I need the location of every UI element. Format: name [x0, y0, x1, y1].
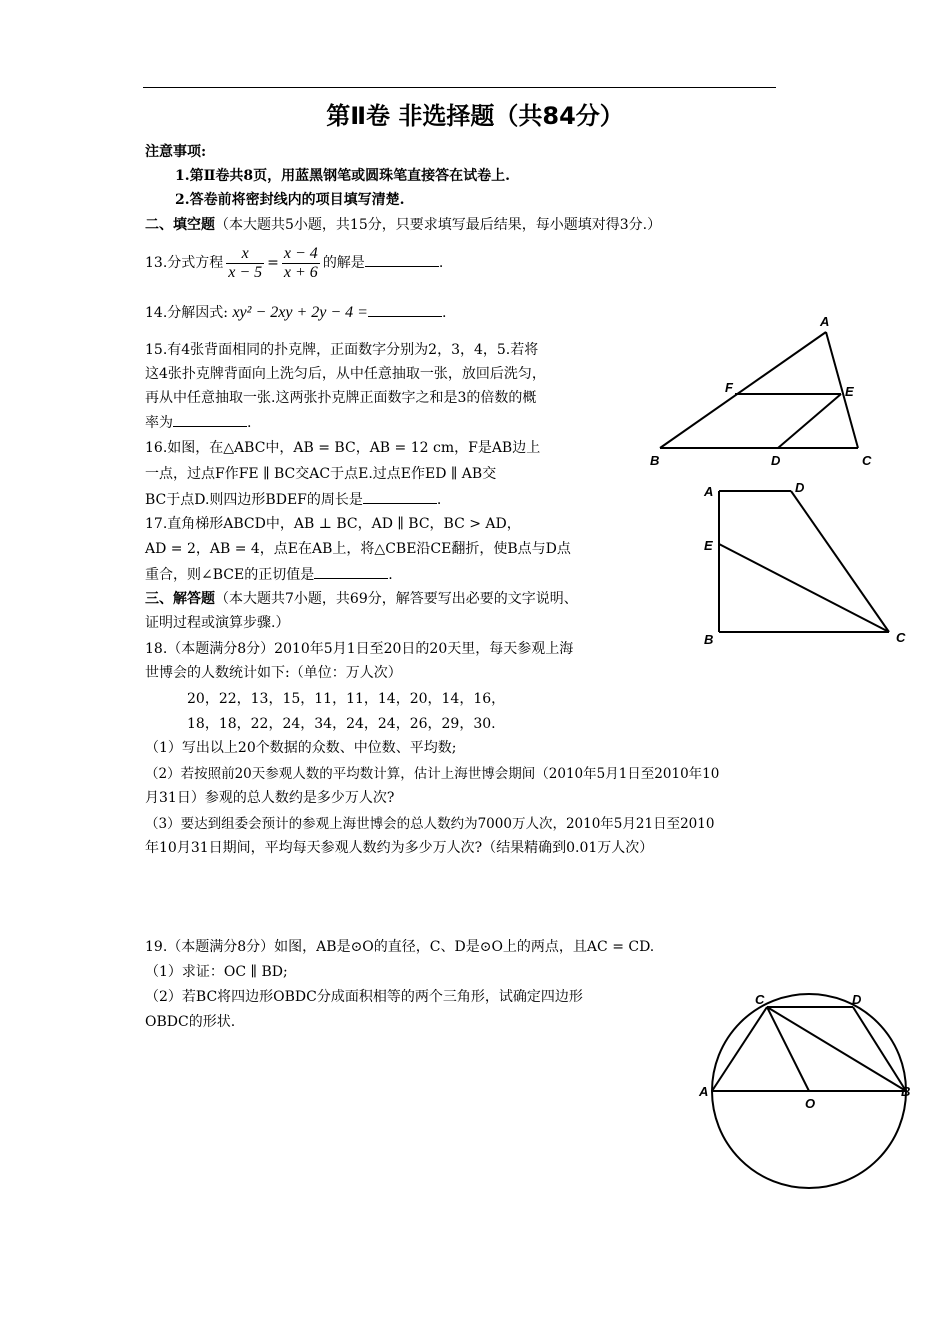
q19-sub-2a: （2）若BC将四边形OBDC分成面积相等的两个三角形，试确定四边形 [145, 989, 583, 1005]
q16-line-3-text: BC于点D.则四边形BDEF的周长是 [145, 492, 363, 508]
top-rule [143, 87, 776, 88]
q15-line-4: 率为 . [145, 412, 251, 433]
tri-label-e: E [845, 384, 854, 399]
circle-label-c: C [755, 992, 765, 1007]
q17-line-2: AD = 2，AB = 4，点E在AB上，将△CBE沿CE翻折，使B点与D点 [145, 541, 571, 557]
section-2-title: 二、填空题 [145, 217, 215, 233]
q17-line-3-text: 重合，则∠BCE的正切值是 [145, 567, 315, 583]
tri-label-d: D [771, 453, 781, 468]
trap-label-e: E [704, 538, 713, 553]
q17-answer-blank[interactable] [314, 564, 388, 579]
q14-prefix: 14.分解因式: [145, 305, 228, 321]
q19-line-1: 19.（本题满分8分）如图，AB是⊙O的直径，C、D是⊙O上的两点，且AC = CD. [145, 939, 655, 955]
q18-line-2: 世博会的人数统计如下:（单位：万人次） [145, 665, 402, 681]
q13-lhs-num: x [226, 245, 264, 264]
notice-heading: 注意事项: [145, 144, 207, 160]
trap-segment-ec [719, 544, 889, 632]
trapezoid-figure [700, 478, 915, 650]
q18-sub-2b: 月31日）参观的总人数约是多少万人次? [145, 790, 395, 806]
tri-label-c: C [862, 453, 872, 468]
q14-answer-blank[interactable] [368, 302, 442, 317]
q18-line-1: 18.（本题满分8分）2010年5月1日至20日的20天里，每天参观上海 [145, 641, 574, 657]
tri-side-ab [660, 332, 826, 448]
question-14: 14.分解因式: xy² − 2xy + 2y − 4 = . [145, 304, 447, 321]
tri-label-f: F [725, 380, 733, 395]
section-3-desc-1: （本大题共7小题，共69分，解答要写出必要的文字说明、 [215, 591, 578, 607]
q13-rhs-fraction [282, 245, 320, 282]
q16-line-1: 16.如图，在△ABC中，AB = BC，AB = 12 cm，F是AB边上 [145, 440, 541, 456]
q18-sub-3a: （3）要达到组委会预计的参观上海世博会的总人数约为7000万人次，2010年5月21日至2010 [145, 816, 715, 832]
section-2-header [145, 215, 661, 235]
trap-label-d: D [795, 480, 805, 495]
q13-lhs-den: x − 5 [228, 263, 263, 281]
q13-rhs-num: x − 4 [283, 244, 318, 262]
q13-prefix: 13.分式方程 [145, 255, 224, 271]
q18-sub-2a: （2）若按照前20天参观人数的平均数计算，估计上海世博会期间（2010年5月1日至2010年10 [145, 766, 720, 782]
section-3-title: 三、解答题 [145, 591, 215, 607]
triangle-figure [640, 310, 890, 475]
circle-label-o: O [805, 1096, 816, 1111]
q18-data-row-2: 18，18，22，24，34，24，24，26，29，30. [187, 716, 496, 732]
q14-expression: xy² − 2xy + 2y − 4 = [232, 304, 368, 321]
trap-label-b: B [704, 632, 714, 647]
q17-line-1: 17.直角梯形ABCD中，AB ⊥ BC，AD ∥ BC，BC > AD， [145, 516, 521, 532]
notice-item-2: 2.答卷前将密封线内的项目填写清楚. [175, 192, 405, 208]
circle-label-a: A [699, 1084, 709, 1099]
trap-side-dc [791, 491, 889, 632]
q17-line-3: 重合，则∠BCE的正切值是 . [145, 564, 393, 585]
q16-answer-blank[interactable] [363, 489, 437, 504]
q13-rhs-den: x + 6 [283, 263, 318, 281]
q18-data-row-1: 20，22，13，15，11，11，14，20，14，16， [187, 691, 506, 707]
q16-line-3: BC于点D.则四边形BDEF的周长是 . [145, 489, 441, 510]
q15-line-3: 再从中任意抽取一张.这两张扑克牌正面数字之和是3的倍数的概 [145, 390, 537, 406]
circle-label-b: B [901, 1084, 911, 1099]
q13-lhs-fraction [226, 245, 264, 282]
section-3-header [145, 589, 578, 609]
q18-sub-3b: 年10月31日期间，平均每天参观人数约为多少万人次?（结果精确到0.01万人次） [145, 840, 654, 856]
circle-label-d: D [852, 992, 862, 1007]
q19-sub-1: （1）求证：OC ∥ BD; [145, 964, 288, 980]
section-2-desc: （本大题共5小题，共15分，只要求填写最后结果，每小题填对得3分.） [215, 217, 662, 233]
circle-chord-ac [712, 1007, 767, 1091]
q13-answer-blank[interactable] [365, 252, 439, 267]
q15-line-2: 这4张扑克牌背面向上洗匀后，从中任意抽取一张，放回后洗匀， [145, 366, 546, 382]
tri-label-b: B [650, 453, 660, 468]
notice-item-1: 1.第Ⅱ卷共8页，用蓝黑钢笔或圆珠笔直接答在试卷上. [175, 168, 511, 184]
circle-figure [695, 990, 920, 1190]
trap-label-a: A [704, 484, 714, 499]
q15-answer-blank[interactable] [173, 412, 247, 427]
q15-line-4-text: 率为 [145, 415, 173, 431]
tri-segment-ed [778, 394, 841, 448]
tri-label-a: A [820, 314, 830, 329]
q18-sub-1: （1）写出以上20个数据的众数、中位数、平均数; [145, 740, 457, 756]
question-13: 13.分式方程 $\frac{x}{x - 5}$ = $\frac{x - 4}{x + 6}$ 的解是 . [145, 244, 444, 281]
q19-sub-2b: OBDC的形状. [145, 1014, 236, 1030]
circle-chord-db [853, 1007, 906, 1091]
q13-suffix: 的解是 [322, 255, 365, 271]
q15-line-1: 15.有4张背面相同的扑克牌，正面数字分别为2，3，4，5.若将 [145, 342, 539, 358]
section-3-desc-2: 证明过程或演算步骤.） [145, 615, 290, 631]
q16-line-2: 一点，过点F作FE ∥ BC交AC于点E.过点E作ED ∥ AB交 [145, 466, 497, 482]
page-title: 第Ⅱ卷 非选择题（共84分） [326, 102, 624, 130]
trap-label-c: C [896, 630, 906, 645]
